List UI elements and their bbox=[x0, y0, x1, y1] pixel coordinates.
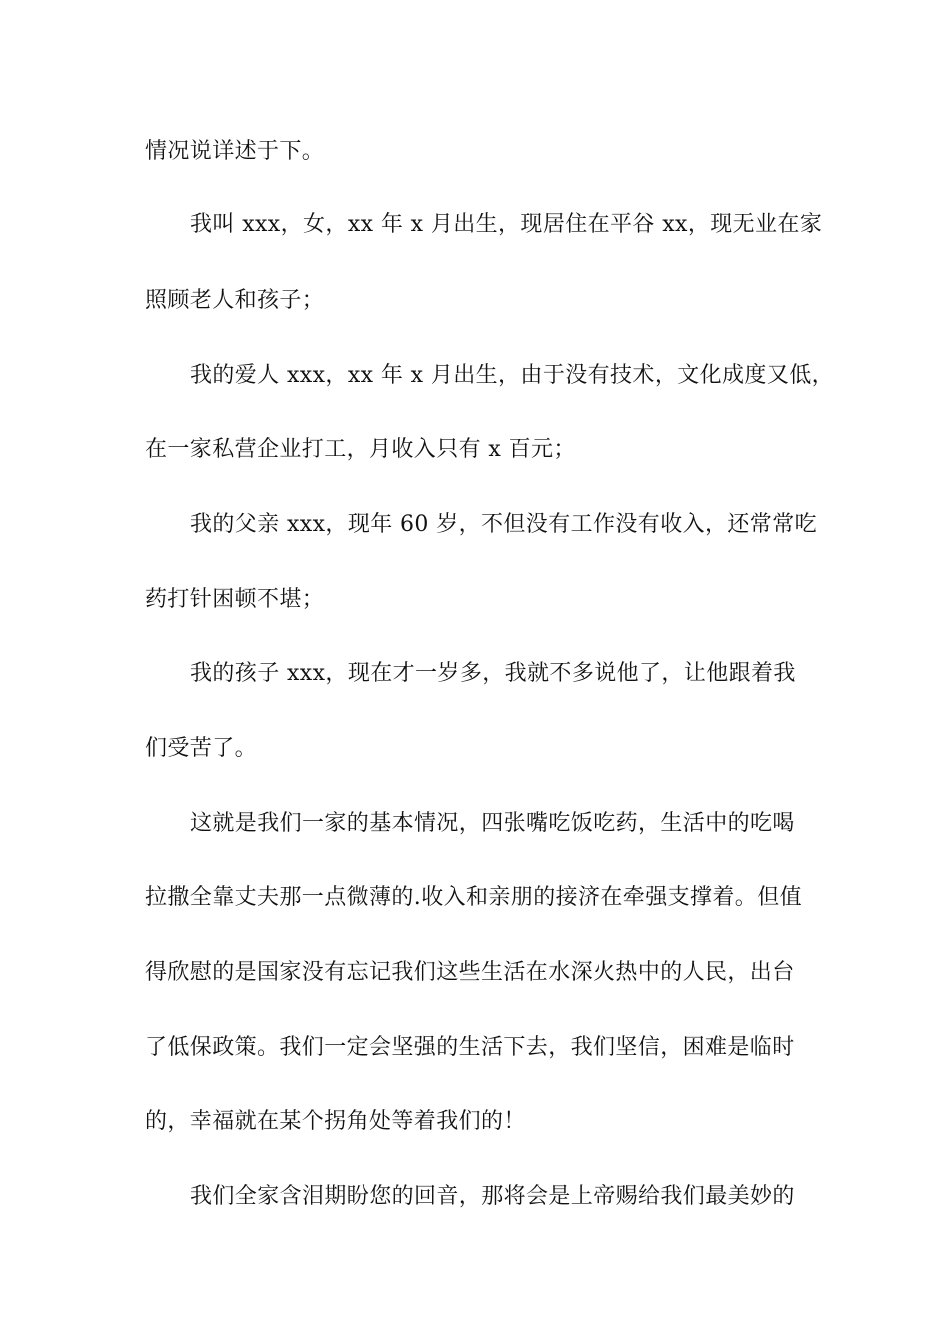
text-line: 在一家私营企业打工，月收入只有 x 百元； bbox=[145, 437, 576, 462]
text-line: 我的父亲 xxx，现年 60 岁，不但没有工作没有收入，还常常吃 bbox=[190, 512, 817, 537]
text-line: 我们全家含泪期盼您的回音，那将会是上帝赐给我们最美妙的 bbox=[190, 1184, 795, 1209]
text-line: 药打针困顿不堪； bbox=[145, 587, 325, 612]
text-line: 这就是我们一家的基本情况，四张嘴吃饭吃药，生活中的吃喝 bbox=[190, 811, 795, 836]
text-line: 照顾老人和孩子； bbox=[145, 288, 325, 313]
text-line: 们受苦了。 bbox=[145, 736, 258, 761]
text-line: 的，幸福就在某个拐角处等着我们的！ bbox=[145, 1109, 526, 1134]
text-line: 了低保政策。我们一定会坚强的生活下去，我们坚信，困难是临时 bbox=[145, 1035, 795, 1060]
text-line: 拉撒全靠丈夫那一点微薄的.收入和亲朋的接济在牵强支撑着。但值 bbox=[145, 885, 802, 910]
text-line: 我叫 xxx，女，xx 年 x 月出生，现居住在平谷 xx，现无业在家 bbox=[190, 212, 823, 237]
text-line: 我的爱人 xxx，xx 年 x 月出生，由于没有技术，文化成度又低， bbox=[190, 363, 835, 388]
text-line: 情况说详述于下。 bbox=[145, 139, 325, 164]
text-line: 我的孩子 xxx，现在才一岁多，我就不多说他了，让他跟着我 bbox=[190, 661, 796, 686]
text-line: 得欣慰的是国家没有忘记我们这些生活在水深火热中的人民，出台 bbox=[145, 960, 795, 985]
